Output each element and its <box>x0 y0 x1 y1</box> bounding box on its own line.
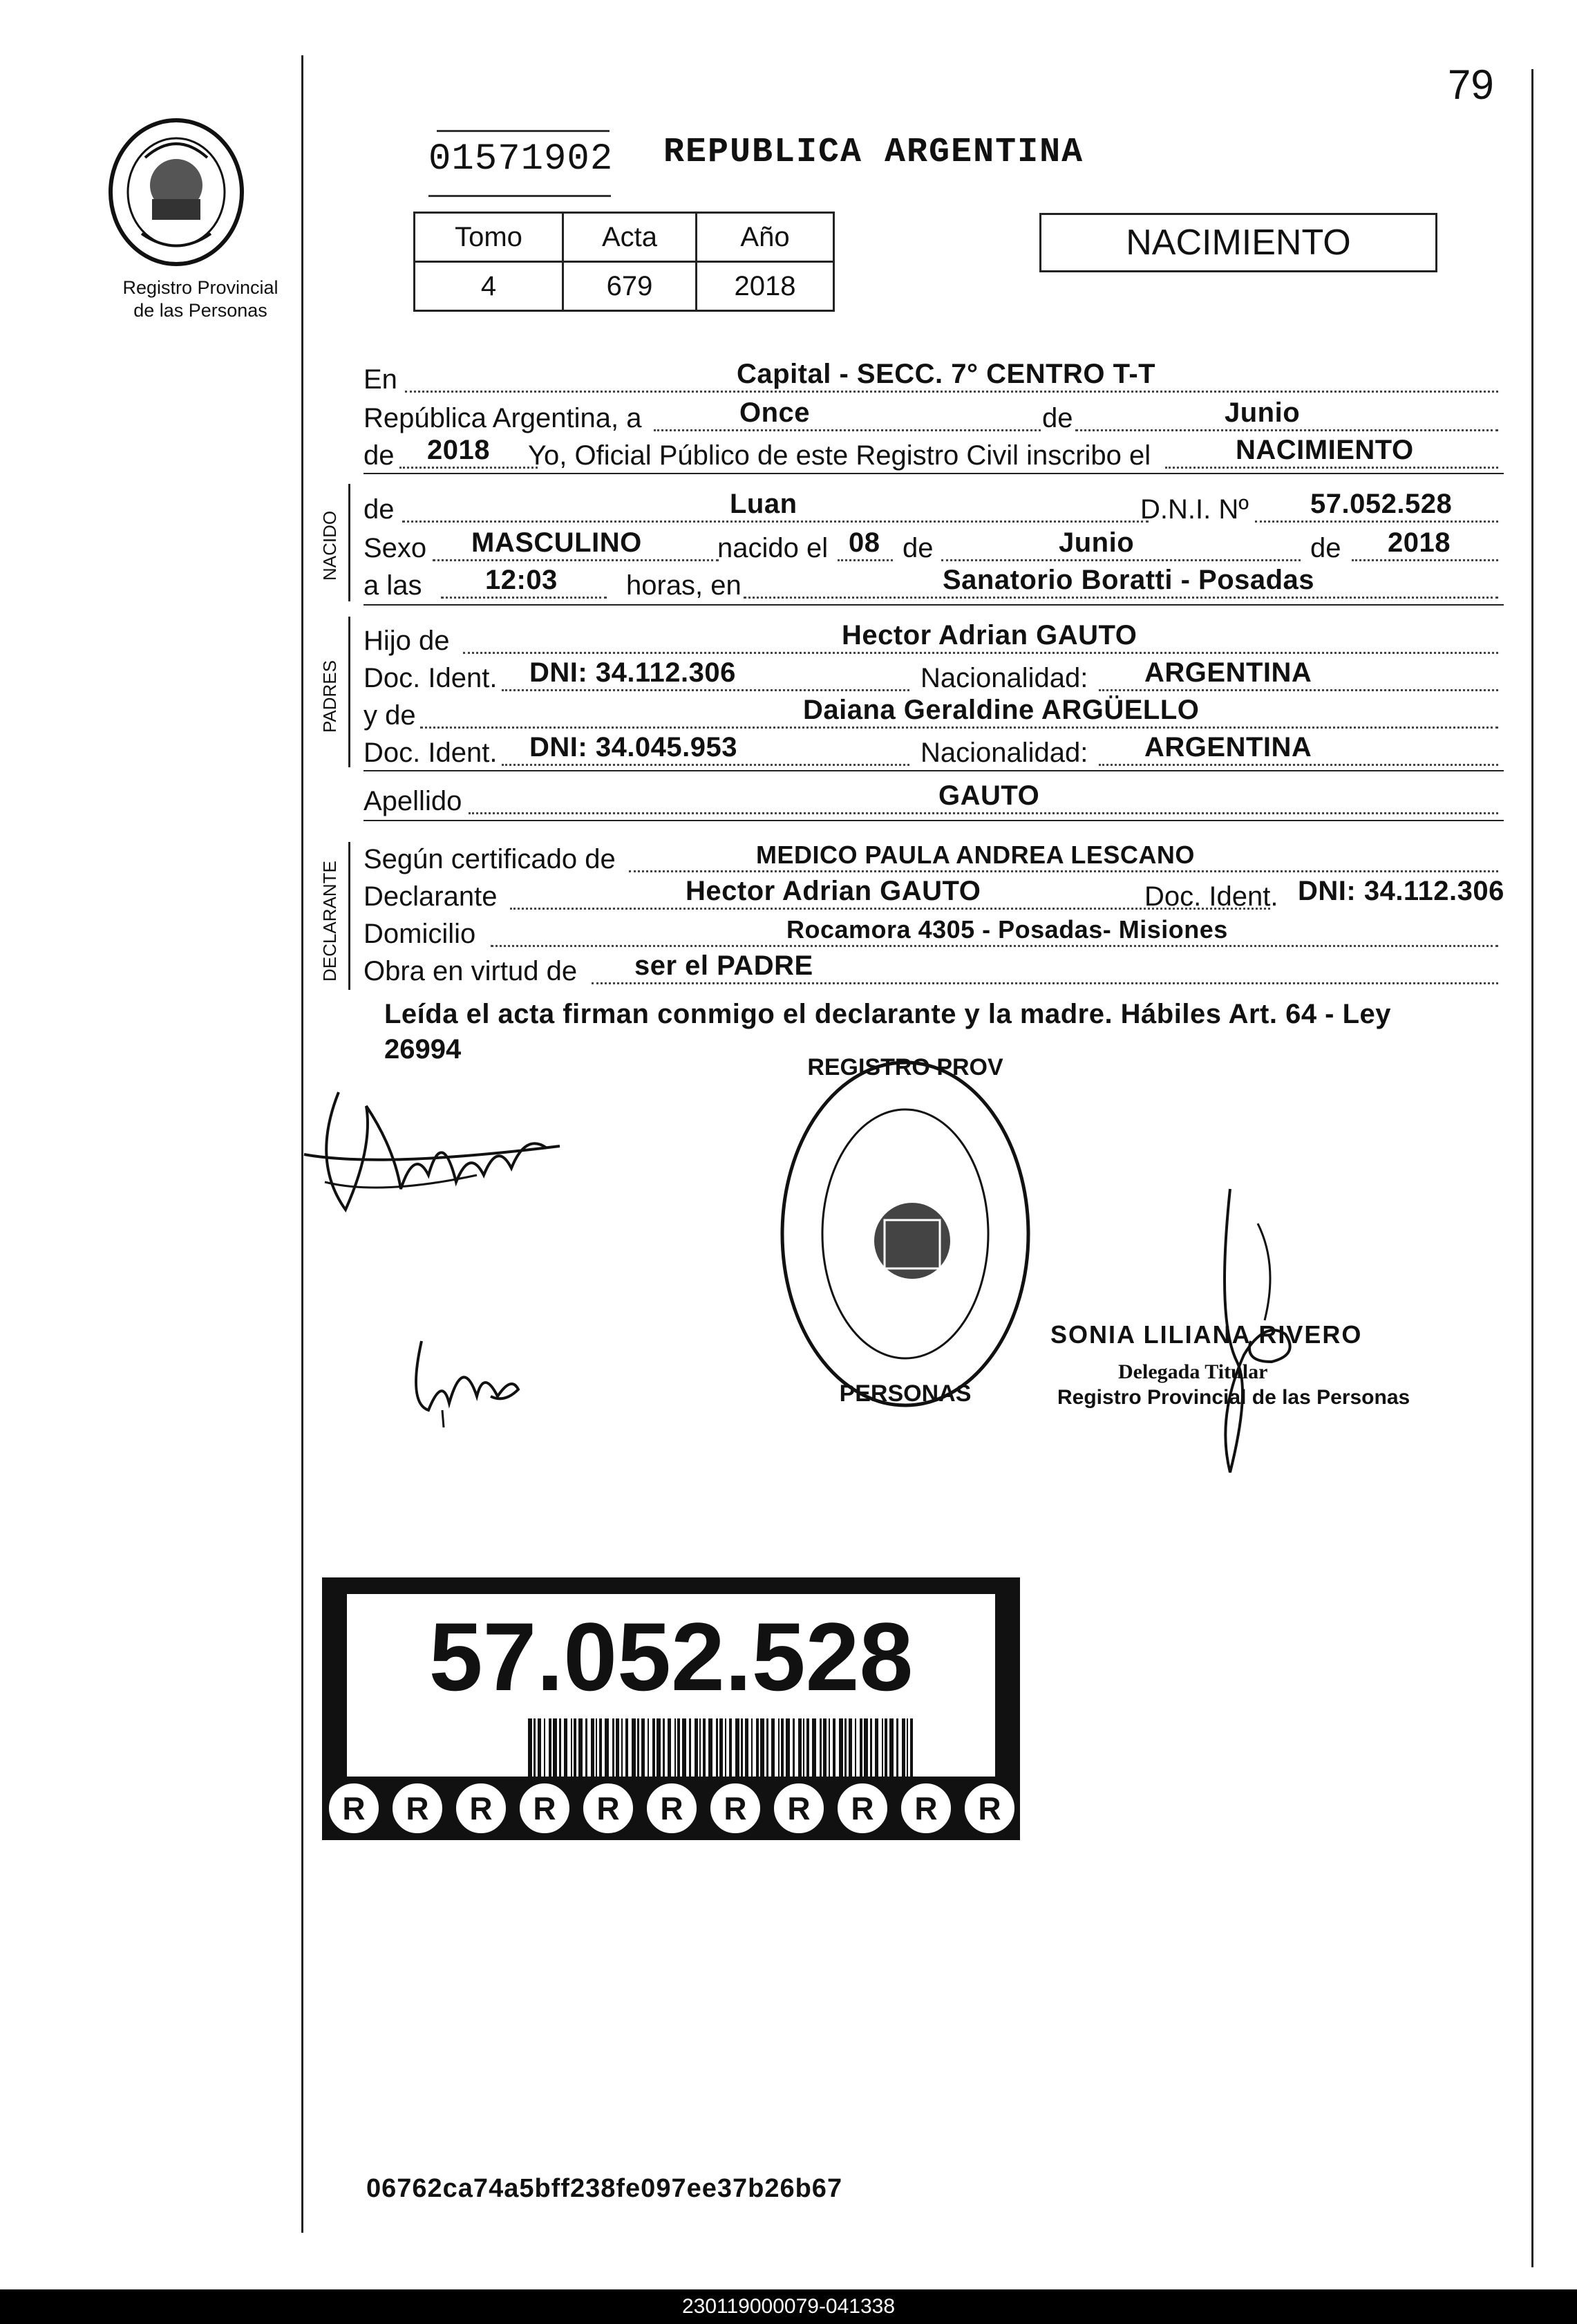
svg-text:R: R <box>914 1790 938 1826</box>
svg-text:R: R <box>406 1790 429 1826</box>
dni-label <box>322 1577 1020 1840</box>
row-nombre: de Luan D.N.I. Nº 57.052.528 <box>363 489 1504 528</box>
closing-note: Leída el acta firman conmigo el declarante y la madre. Hábiles Art. 64 - Ley <box>384 999 1392 1029</box>
page-number: 79 <box>1448 62 1494 108</box>
svg-text:R: R <box>724 1790 747 1826</box>
official-name: SONIA LILIANA RIVERO <box>1050 1320 1363 1349</box>
barcode-icon <box>528 1718 915 1777</box>
svg-text:R: R <box>596 1790 620 1826</box>
document-title: REPUBLICA ARGENTINA <box>663 133 1084 172</box>
row-anio: de 2018 Yo, Oficial Público de este Registro Civil inscribo el NACIMIENTO <box>363 435 1504 474</box>
svg-text:R: R <box>978 1790 1001 1826</box>
svg-text:PERSONAS: PERSONAS <box>839 1380 972 1407</box>
svg-text:R: R <box>533 1790 556 1826</box>
svg-text:R: R <box>851 1790 874 1826</box>
security-pattern <box>322 1777 1020 1840</box>
official-stamp <box>774 1054 1037 1414</box>
official-org: Registro Provincial de las Personas <box>1057 1386 1410 1409</box>
logo-caption: Registro Provincial de las Personas <box>122 277 278 321</box>
serial-bottom-line <box>428 195 611 197</box>
row-obra: Obra en virtud de ser el PADRE <box>363 951 1504 990</box>
row-en: En Capital - SECC. 7° CENTRO T-T <box>363 359 1504 398</box>
row-hora: a las 12:03 horas, en Sanatorio Boratti - Posadas <box>363 565 1504 604</box>
record-type-box: NACIMIENTO <box>1039 213 1437 272</box>
madre-signature <box>401 1327 539 1431</box>
dni-number: 57.052.528 <box>428 1602 914 1711</box>
right-margin-line <box>1531 69 1533 2267</box>
record-table <box>413 212 835 312</box>
section-declarante: DECLARANTE <box>319 861 340 982</box>
svg-text:R: R <box>660 1790 683 1826</box>
row-madre-doc: Doc. Ident. DNI: 34.045.953 Nacionalidad: ARGENTINA <box>363 733 1504 771</box>
row-padre: Hijo de Hector Adrian GAUTO <box>363 621 1504 659</box>
serial-top-line <box>437 130 610 132</box>
lugar-value: Capital - SECC. 7° CENTRO T-T <box>737 359 1156 389</box>
section-padres: PADRES <box>319 660 340 733</box>
serial-number: 01571902 <box>428 138 614 180</box>
section-nacido: NACIDO <box>319 510 340 581</box>
row-apellido: Apellido GAUTO <box>363 781 1504 820</box>
header-tomo: Tomo <box>415 213 563 262</box>
svg-text:R: R <box>342 1790 366 1826</box>
closing-note-law: 26994 <box>384 1034 462 1065</box>
row-declarante: Declarante Hector Adrian GAUTO Doc. Ident. DNI: 34.112.306 <box>363 876 1504 912</box>
value-acta: 679 <box>563 262 697 311</box>
row-padre-doc: Doc. Ident. DNI: 34.112.306 Nacionalidad: ARGENTINA <box>363 658 1504 697</box>
row-sexo: Sexo MASCULINO nacido el 08 de Junio de 2018 <box>363 528 1504 567</box>
value-tomo: 4 <box>415 262 563 311</box>
value-anio: 2018 <box>697 262 834 311</box>
row-fecha: República Argentina, a Once de Junio <box>363 398 1504 437</box>
seal-icon <box>104 116 249 268</box>
row-certificado: Según certificado de MEDICO PAULA ANDREA LESCANO <box>363 839 1504 878</box>
official-role: Delegada Titular <box>1118 1360 1268 1383</box>
svg-text:REGISTRO PROV: REGISTRO PROV <box>807 1054 1003 1080</box>
row-domicilio: Domicilio Rocamora 4305 - Posadas- Misiones <box>363 914 1504 953</box>
svg-text:R: R <box>787 1790 811 1826</box>
svg-text:R: R <box>469 1790 493 1826</box>
document-hash: 06762ca74a5bff238fe097ee37b26b67 <box>366 2174 843 2203</box>
province-logo <box>104 116 249 268</box>
footer-code: 230119000079-041338 <box>0 2289 1577 2324</box>
declarante-signature <box>297 1065 587 1244</box>
header-anio: Año <box>697 213 834 262</box>
row-madre: y de Daiana Geraldine ARGÜELLO <box>363 695 1504 734</box>
header-acta: Acta <box>563 213 697 262</box>
